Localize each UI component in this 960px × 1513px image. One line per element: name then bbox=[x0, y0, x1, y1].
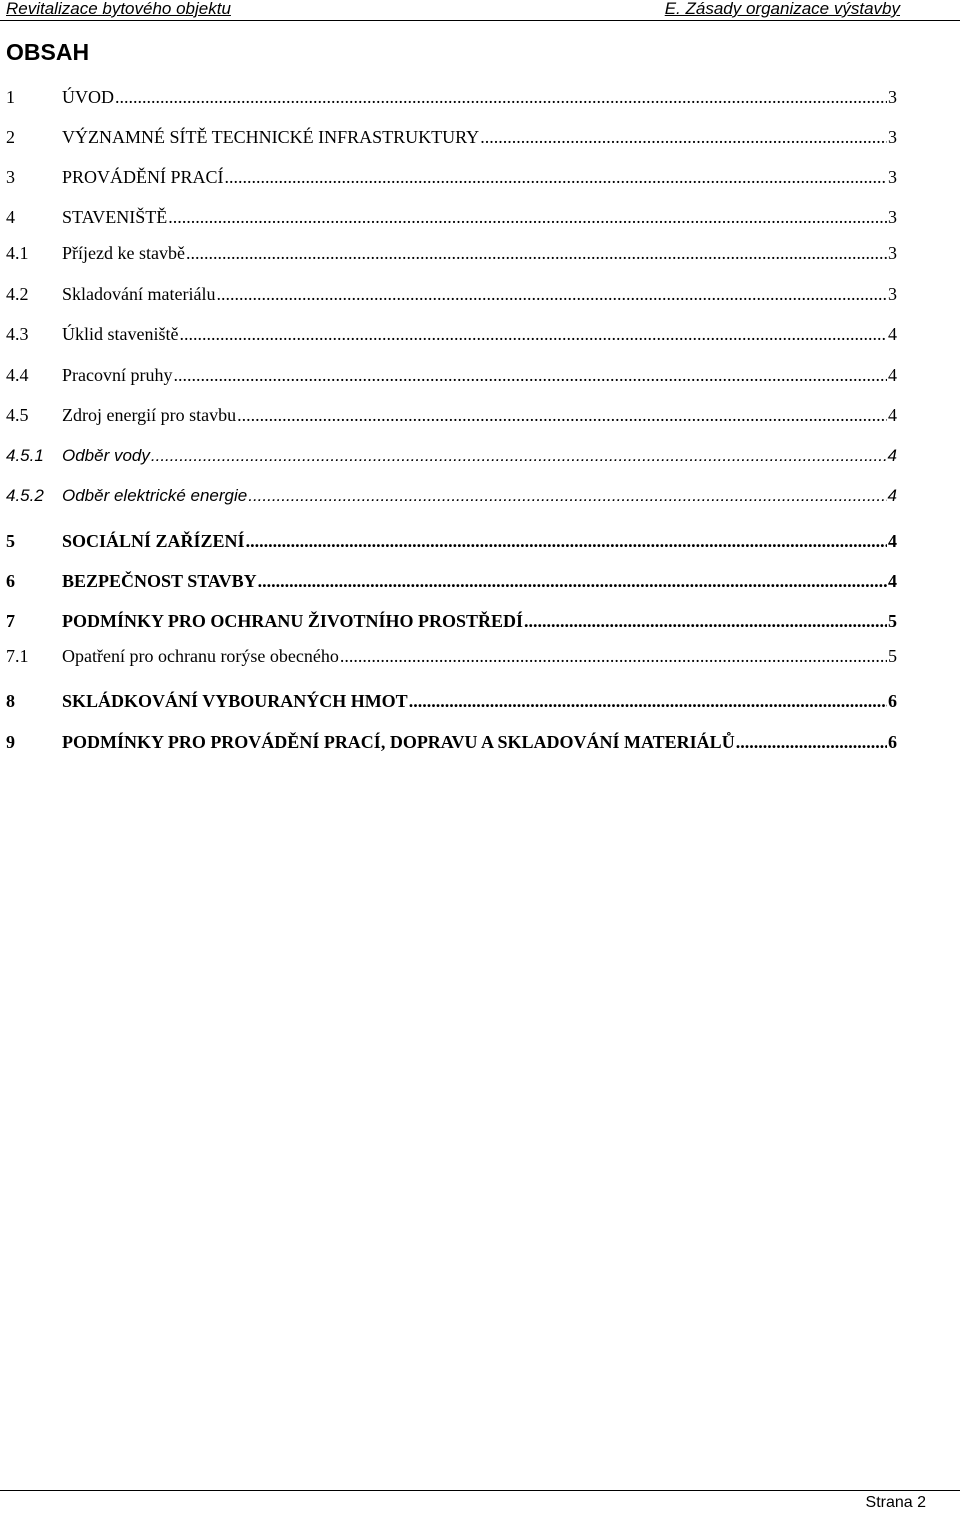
toc-entry-page: 5 bbox=[888, 611, 897, 631]
toc-entry-number: 4.1 bbox=[6, 243, 29, 263]
toc-entry[interactable] bbox=[6, 570, 897, 592]
toc-entry[interactable] bbox=[6, 206, 897, 228]
toc-entry-text: STAVENIŠTĚ bbox=[62, 207, 168, 227]
toc-entry[interactable] bbox=[6, 126, 897, 148]
toc-entry[interactable] bbox=[6, 242, 897, 264]
toc-entry-number: 1 bbox=[6, 87, 15, 107]
document-title: Revitalizace bytového objektu bbox=[6, 0, 231, 18]
toc-entry-number: 4.5.2 bbox=[6, 486, 44, 505]
toc-entry-number: 5 bbox=[6, 531, 15, 551]
toc-entry-page: 3 bbox=[888, 127, 897, 147]
toc-entry-number: 4.3 bbox=[6, 324, 29, 344]
toc-entry-page: 3 bbox=[888, 243, 897, 263]
toc-entry-page: 3 bbox=[888, 167, 897, 187]
toc-entry[interactable] bbox=[6, 323, 897, 345]
toc-entry-text: VÝZNAMNÉ SÍTĚ TECHNICKÉ INFRASTRUKTURY bbox=[62, 127, 480, 147]
toc-entry-number: 4 bbox=[6, 207, 15, 227]
toc-entry-page: 4 bbox=[888, 405, 897, 425]
toc-entry-page: 3 bbox=[888, 284, 897, 304]
toc-leader-dots bbox=[258, 570, 887, 592]
toc-entry-text: PODMÍNKY PRO OCHRANU ŽIVOTNÍHO PROSTŘEDÍ bbox=[62, 611, 523, 631]
toc-entry-number: 9 bbox=[6, 732, 15, 752]
toc-entry-page: 6 bbox=[888, 691, 897, 711]
toc-entry-number: 2 bbox=[6, 127, 15, 147]
toc-leader-dots bbox=[524, 610, 887, 632]
toc-entry-number: 7.1 bbox=[6, 646, 29, 666]
toc-entry[interactable] bbox=[6, 283, 897, 305]
toc-entry[interactable] bbox=[6, 610, 897, 632]
toc-entry-text: Odběr elektrické energie bbox=[62, 486, 248, 505]
toc-entry-text: BEZPEČNOST STAVBY bbox=[62, 571, 257, 591]
toc-entry[interactable] bbox=[6, 485, 897, 507]
toc-leader-dots bbox=[248, 485, 886, 507]
toc-entry-number: 4.5.1 bbox=[6, 446, 44, 465]
toc-entry-number: 4.4 bbox=[6, 365, 29, 385]
toc-leader-dots bbox=[340, 645, 887, 667]
toc-entry[interactable] bbox=[6, 530, 897, 552]
toc-leader-dots bbox=[179, 323, 887, 345]
toc-entry-text: PROVÁDĚNÍ PRACÍ bbox=[62, 167, 224, 187]
toc-entry-text: Odběr vody bbox=[62, 446, 150, 465]
toc-leader-dots bbox=[173, 364, 887, 386]
toc-entry-page: 3 bbox=[888, 87, 897, 107]
toc-entry[interactable] bbox=[6, 166, 897, 188]
toc-entry-number: 4.5 bbox=[6, 405, 29, 425]
toc-entry-number: 6 bbox=[6, 571, 15, 591]
toc-leader-dots bbox=[216, 283, 887, 305]
toc-leader-dots bbox=[409, 690, 887, 712]
toc-entry[interactable] bbox=[6, 404, 897, 426]
toc-leader-dots bbox=[186, 242, 887, 264]
toc-entry-page: 4 bbox=[888, 324, 897, 344]
toc-leader-dots bbox=[151, 445, 887, 467]
toc-heading: OBSAH bbox=[6, 39, 90, 65]
toc-entry-text: ÚVOD bbox=[62, 87, 114, 107]
toc-entry-page: 3 bbox=[888, 207, 897, 227]
toc-entry-number: 3 bbox=[6, 167, 15, 187]
toc-entry-page: 4 bbox=[887, 446, 897, 465]
toc-entry-text: Opatření pro ochranu rorýse obecného bbox=[62, 646, 339, 666]
toc-entry[interactable] bbox=[6, 645, 897, 667]
toc-entry[interactable] bbox=[6, 445, 897, 467]
toc-entry-text: Skladování materiálu bbox=[62, 284, 216, 304]
toc-entry-number: 8 bbox=[6, 691, 15, 711]
toc-leader-dots bbox=[225, 166, 887, 188]
toc-entry-number: 7 bbox=[6, 611, 15, 631]
toc-entry-text: Úklid staveniště bbox=[62, 324, 179, 344]
toc-leader-dots bbox=[168, 206, 887, 228]
toc-leader-dots bbox=[246, 530, 887, 552]
toc-entry[interactable] bbox=[6, 86, 897, 108]
toc-entry-text: Pracovní pruhy bbox=[62, 365, 173, 385]
toc-entry[interactable] bbox=[6, 731, 897, 753]
toc-entry-text: Příjezd ke stavbě bbox=[62, 243, 185, 263]
page-footer bbox=[0, 1490, 960, 1513]
toc-leader-dots bbox=[115, 86, 887, 108]
toc-entry-page: 5 bbox=[888, 646, 897, 666]
toc-entry-text: PODMÍNKY PRO PROVÁDĚNÍ PRACÍ, DOPRAVU A SKLADOVÁNÍ MATERIÁLŮ bbox=[62, 732, 735, 752]
toc-entry-text: Zdroj energií pro stavbu bbox=[62, 405, 237, 425]
toc-entry-page: 4 bbox=[888, 571, 897, 591]
toc-entry-text: SOCIÁLNÍ ZAŘÍZENÍ bbox=[62, 531, 245, 551]
toc-entry-page: 6 bbox=[888, 732, 897, 752]
toc-entry[interactable] bbox=[6, 364, 897, 386]
toc-leader-dots bbox=[736, 731, 887, 753]
toc-entry-page: 4 bbox=[888, 531, 897, 551]
toc-entry-page: 4 bbox=[887, 486, 897, 505]
section-title: E. Zásady organizace výstavby bbox=[664, 0, 900, 18]
toc-entry-text: SKLÁDKOVÁNÍ VYBOURANÝCH HMOT bbox=[62, 691, 408, 711]
toc-leader-dots bbox=[237, 404, 887, 426]
page-number: Strana 2 bbox=[865, 1494, 926, 1511]
toc-leader-dots bbox=[480, 126, 887, 148]
toc-entry[interactable] bbox=[6, 690, 897, 712]
toc-entry-page: 4 bbox=[888, 365, 897, 385]
toc-entry-number: 4.2 bbox=[6, 284, 29, 304]
